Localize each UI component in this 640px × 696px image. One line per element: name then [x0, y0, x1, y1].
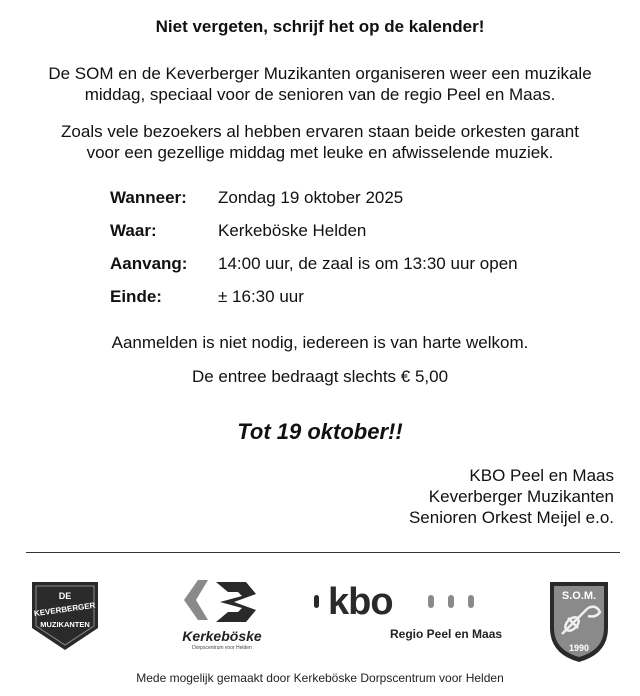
kerkeboske-logo-tagline: Dorpscentrum voor Helden — [192, 645, 252, 651]
detail-label: Aanvang: — [110, 253, 188, 273]
experience-line-1: Zoals vele bezoekers al hebben ervaren staan beide orkesten garant — [61, 122, 579, 141]
event-details — [110, 181, 518, 313]
detail-row-where — [110, 214, 518, 247]
detail-row-start — [110, 247, 518, 280]
signature-line-2: Keverberger Muzikanten — [428, 487, 614, 506]
kbo-logo-region: Regio Peel en Maas — [390, 627, 503, 641]
signature-block — [409, 465, 614, 528]
experience-line-2: voor een gezellige middag met leuke en afwisselende muziek. — [86, 143, 554, 162]
keverberger-logo-line-3: MUZIKANTEN — [40, 620, 90, 629]
intro-line-1: De SOM en de Keverberger Muzikanten organiseren weer een muzikale — [48, 64, 592, 83]
som-logo-top: S.O.M. — [561, 590, 597, 602]
detail-value: Zondag 19 oktober 2025 — [218, 187, 404, 207]
kerkeboske-logo-name: Kerkeböske — [182, 628, 262, 644]
closing-line: Tot 19 oktober!! — [237, 419, 403, 444]
signature-line-3: Senioren Orkest Meijel e.o. — [408, 508, 614, 527]
som-logo-year: 1990 — [568, 643, 590, 653]
detail-row-end — [110, 280, 518, 313]
detail-label: Einde: — [110, 286, 162, 306]
keverberger-logo-line-1: DE — [58, 591, 72, 601]
kbo-logo — [308, 580, 520, 646]
detail-row-when — [110, 181, 518, 214]
kbo-wordmark — [308, 580, 508, 624]
som-logo — [548, 578, 610, 664]
divider — [26, 552, 620, 553]
detail-label: Wanneer: — [110, 187, 187, 207]
kerkeboske-logo — [176, 574, 268, 652]
kbo-logo-word: kbo — [328, 581, 393, 623]
intro-paragraph — [0, 63, 640, 105]
detail-value: Kerkeböske Helden — [218, 220, 367, 240]
registration-note: Aanmelden is niet nodig, iedereen is van harte welkom. — [111, 333, 529, 352]
entry-fee: De entree bedraagt slechts € 5,00 — [191, 367, 449, 386]
keverberger-logo-line-2: KEVERBERGER — [33, 600, 96, 619]
detail-value: 14:00 uur, de zaal is om 13:30 uur open — [218, 253, 518, 273]
intro-line-2: middag, speciaal voor de senioren van de regio Peel en Maas. — [84, 85, 556, 104]
keverberger-logo — [30, 580, 100, 652]
kerkeboske-mark-icon — [176, 574, 268, 628]
experience-paragraph — [0, 121, 640, 163]
detail-label: Waar: — [110, 220, 157, 240]
page-heading: Niet vergeten, schrijf het op de kalender! — [155, 17, 485, 36]
signature-line-1: KBO Peel en Maas — [469, 466, 614, 485]
footer-credit: Mede mogelijk gemaakt door Kerkeböske Dorpscentrum voor Helden — [136, 671, 504, 685]
detail-value: ± 16:30 uur — [218, 286, 304, 306]
